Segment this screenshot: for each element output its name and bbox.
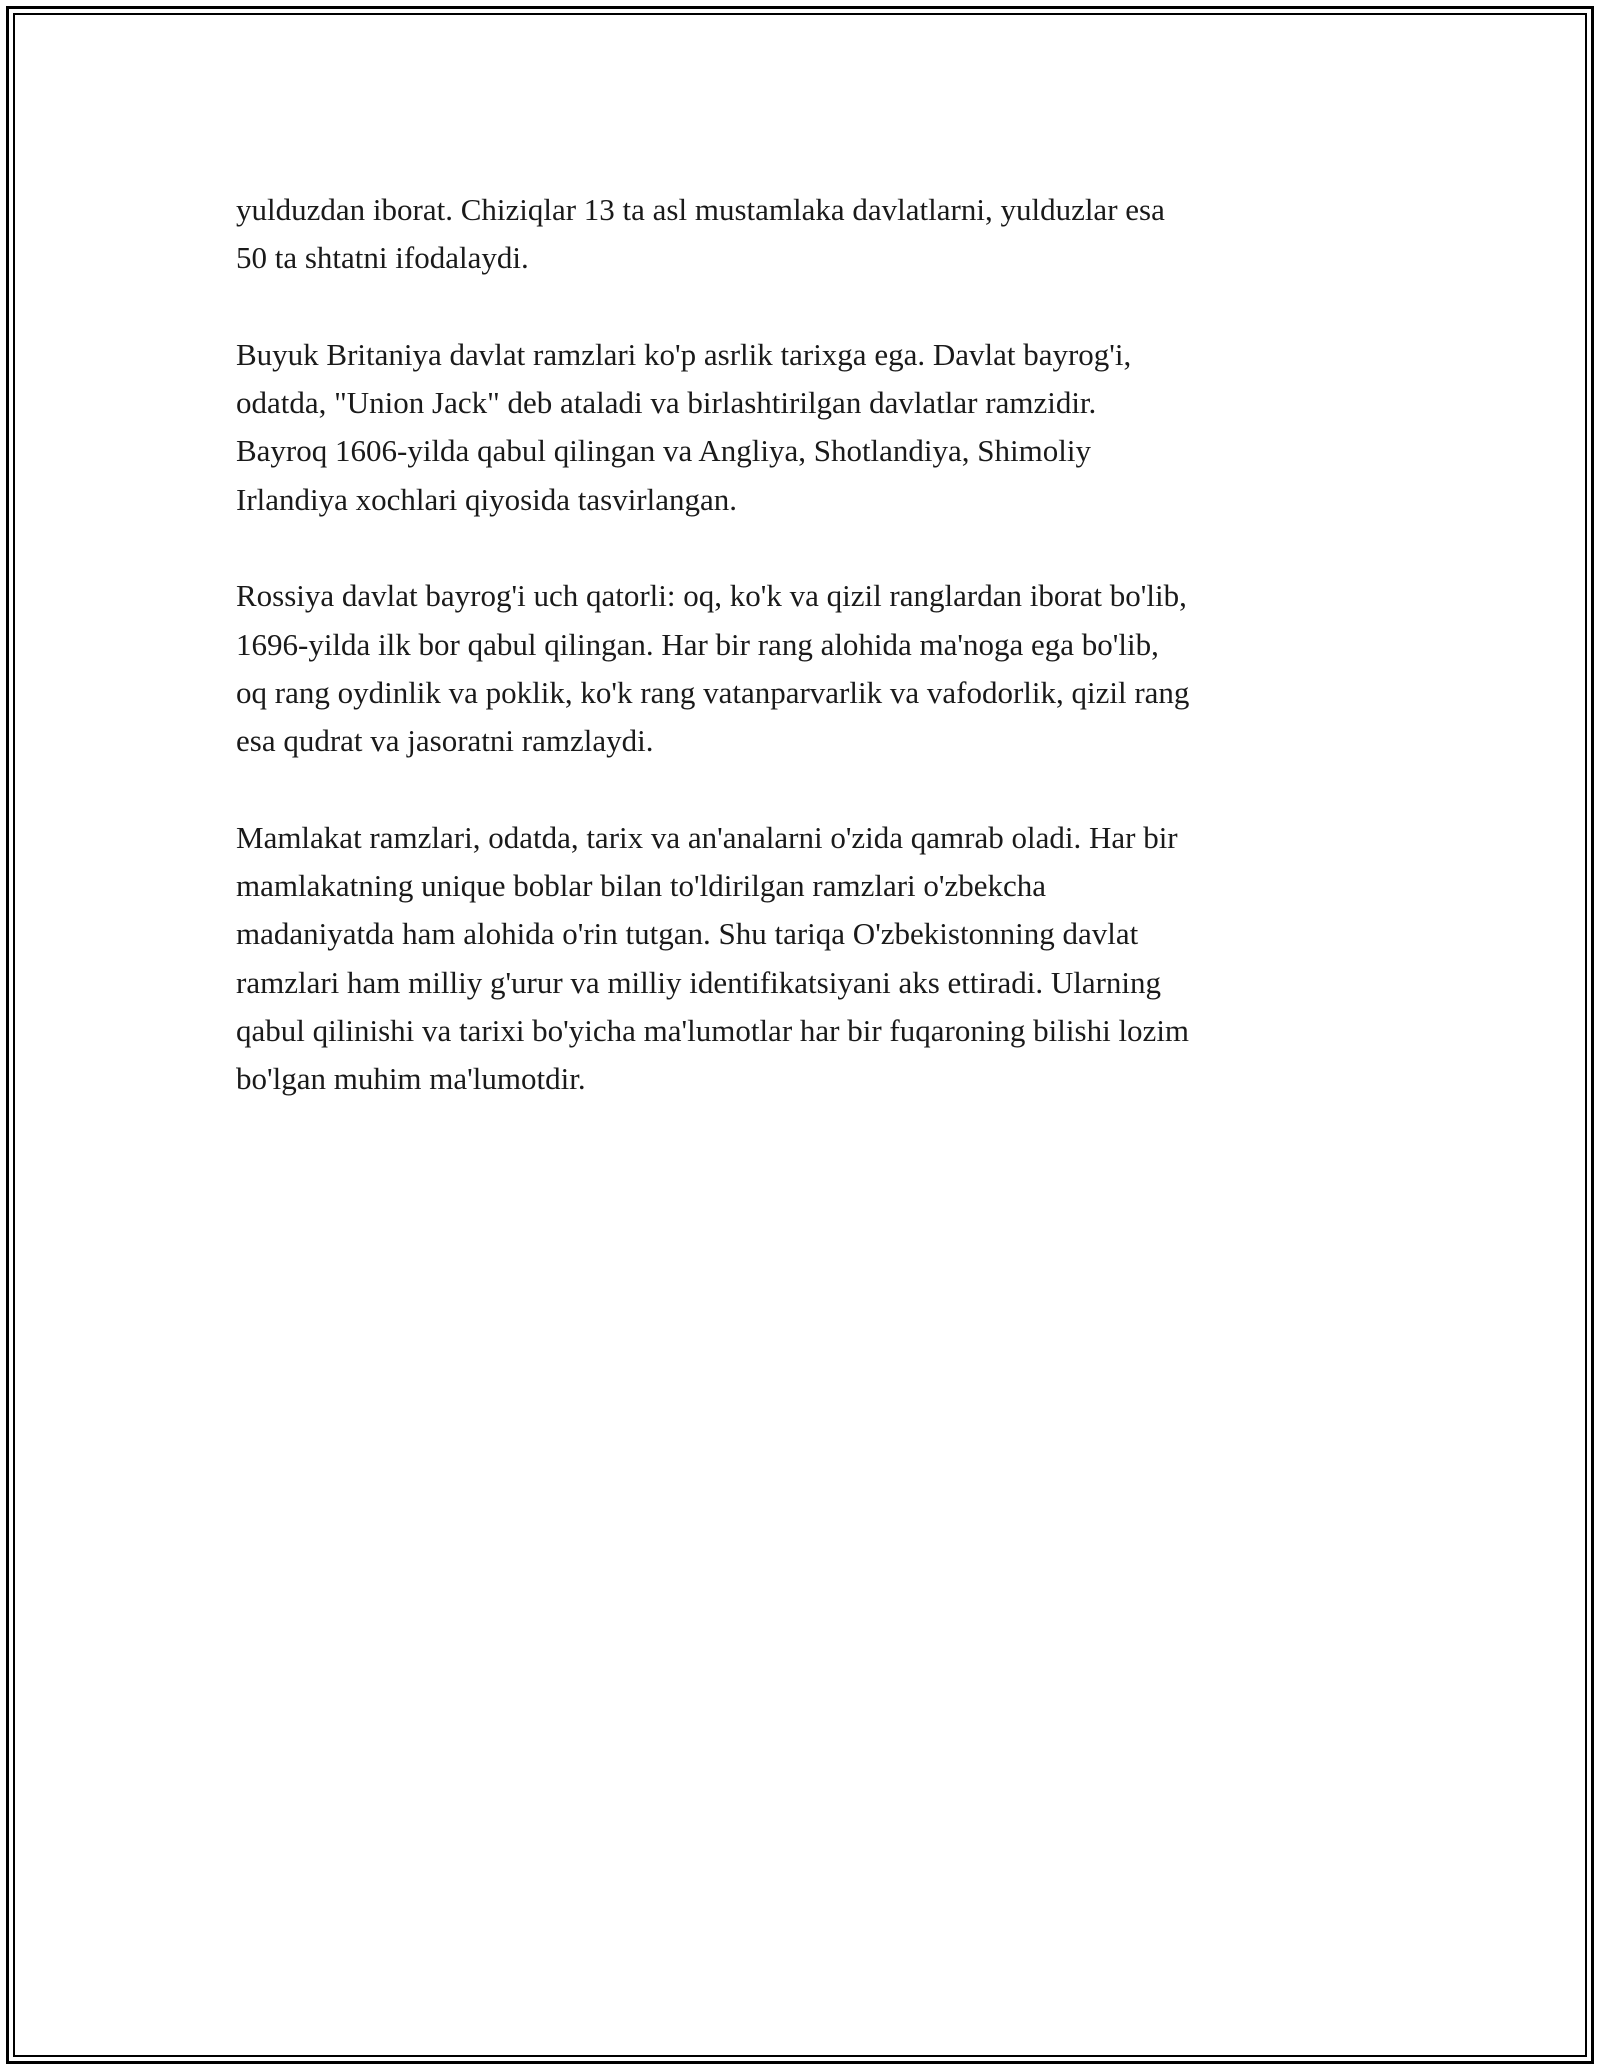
paragraph-us-flag-ending: yulduzdan iborat. Chiziqlar 13 ta asl mustamlaka davlatlarni, yulduzlar esa 50 ta shtatni ifodalaydi. (236, 192, 1165, 276)
paragraph-national-symbols: Mamlakat ramzlari, odatda, tarix va an'analarni o'zida qamrab oladi. Har bir mamlakatning unique boblar bilan to'ldirilgan ramzlari o'zbekcha madaniyatda ham alohida o'rin tutgan. Shu tariqa O'zbekistonning davlat ramzlari ham milliy g'urur va milliy identifikatsiyani aks ettiradi. Ularning qabul qilinishi va tarixi bo'yicha ma'lumotlar har bir fuqaroning bilishi lozim bo'lgan muhim ma'lumotdir. (236, 819, 1190, 1097)
paragraph-russia-flag: Rossiya davlat bayrog'i uch qatorli: oq, ko'k va qizil ranglardan iborat bo'lib, 1696-yilda ilk bor qabul qilingan. Har bir rang alohida ma'noga ega bo'lib, oq rang oydinlik va poklik, ko'k rang vatanparvarlik va vafodorlik, qizil rang esa qudrat va jasoratni ramzlaydi. (236, 578, 1190, 759)
document-body (236, 186, 1376, 1152)
paragraph-great-britain-symbols: Buyuk Britaniya davlat ramzlari ko'p asrlik tarixga ega. Davlat bayrog'i, odatda, "Union Jack" deb ataladi va birlashtirilgan davlatlar ramzidir. Bayroq 1606-yilda qabul qilingan va Angliya, Shotlandiya, Shimoliy Irlandiya xochlari qiyosida tasvirlangan. (236, 336, 1132, 517)
